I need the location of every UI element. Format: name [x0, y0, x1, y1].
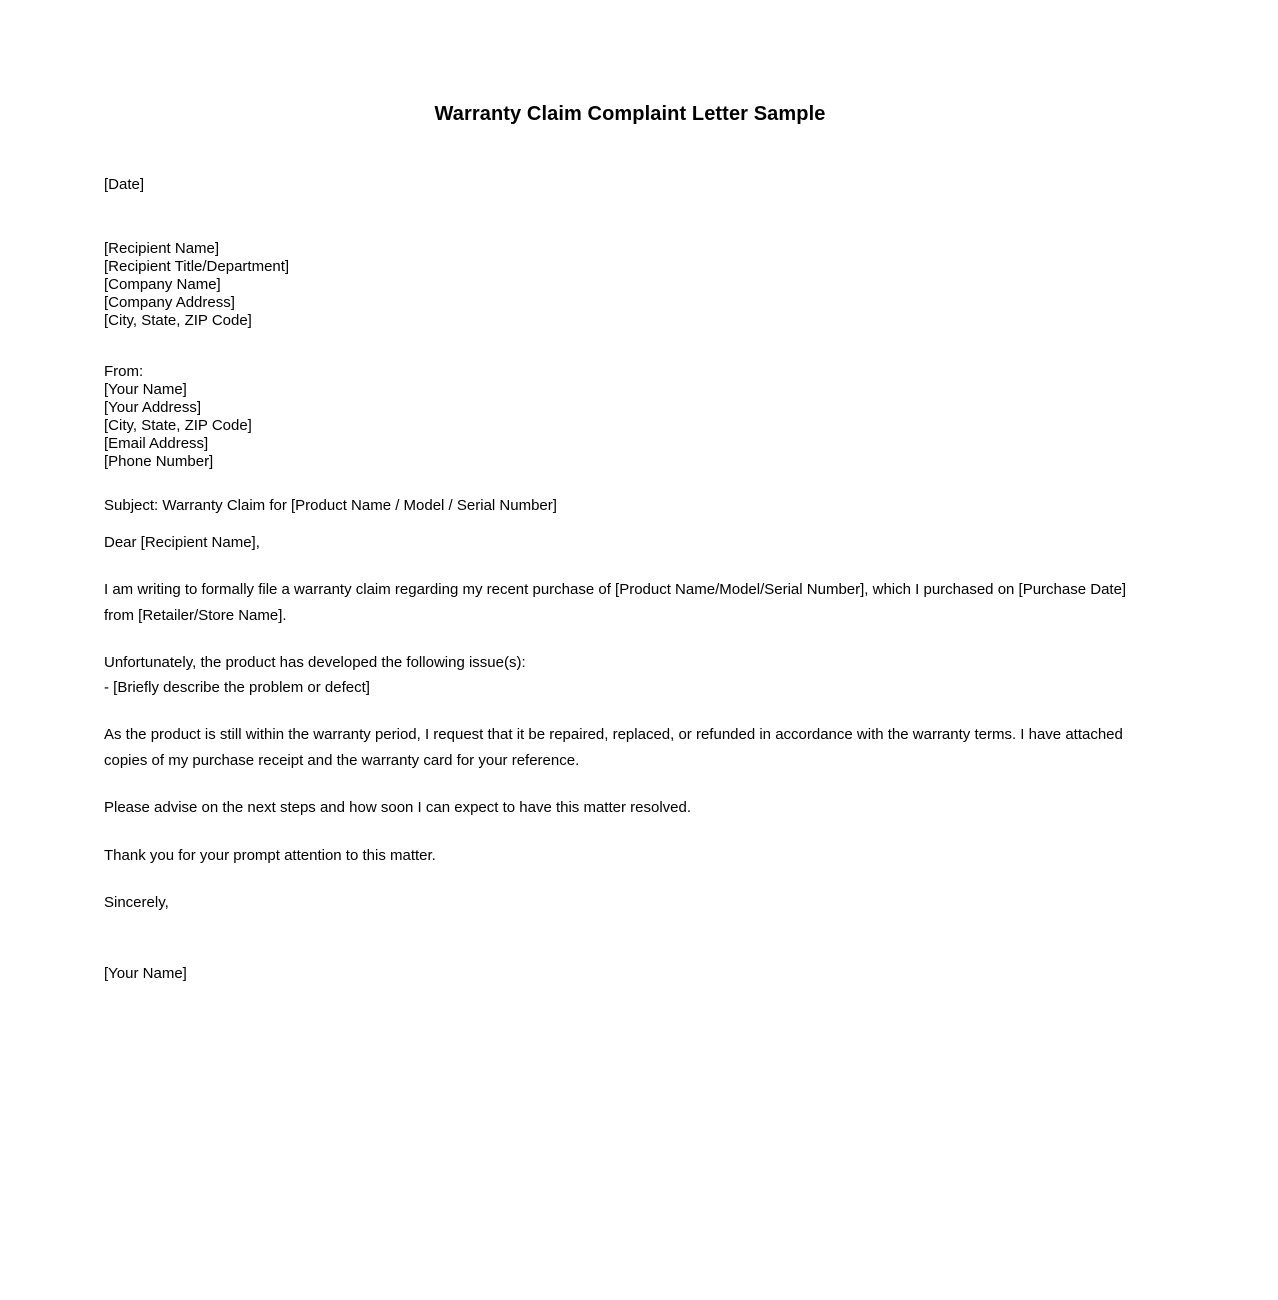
- body-paragraph-3: Please advise on the next steps and how soon I can expect to have this matter resolved.: [104, 799, 692, 816]
- sender-address: [Your Address]: [104, 399, 202, 416]
- from-label: From:: [104, 363, 144, 380]
- sender-name: [Your Name]: [104, 381, 187, 398]
- spacer-after-date: [104, 194, 1156, 240]
- recipient-title-department: [Recipient Title/Department]: [104, 258, 290, 275]
- spacer-after-subject: [104, 518, 1156, 530]
- spacer-after-paragraph-1: [104, 628, 1156, 650]
- letter-document: [104, 0, 1156, 986]
- date-placeholder: [Date]: [104, 176, 145, 193]
- spacer-after-paragraph-4: [104, 868, 1156, 890]
- spacer-after-paragraph-2: [104, 773, 1156, 795]
- recipient-name: [Recipient Name]: [104, 240, 220, 257]
- spacer-after-issues: [104, 700, 1156, 722]
- recipient-company-name: [Company Name]: [104, 276, 221, 293]
- issue-item: - [Briefly describe the problem or defect]: [104, 679, 370, 696]
- signature-space: [104, 915, 1156, 961]
- spacer-after-paragraph-3: [104, 821, 1156, 843]
- closing-valediction: Sincerely,: [104, 894, 169, 911]
- recipient-city-state-zip: [City, State, ZIP Code]: [104, 312, 252, 329]
- recipient-address-block: [104, 240, 1156, 330]
- page-title: Warranty Claim Complaint Letter Sample: [434, 103, 826, 125]
- body-paragraph-1: I am writing to formally file a warranty claim regarding my recent purchase of [Product Name/Model/Serial Number], which I purchased on [Purchase Date] from [Retailer/Store Name].: [104, 581, 1127, 624]
- salutation: Dear [Recipient Name],: [104, 534, 260, 551]
- subject-line: Subject: Warranty Claim for [Product Name / Model / Serial Number]: [104, 497, 557, 514]
- date-line: [104, 176, 1156, 194]
- signature-name: [Your Name]: [104, 965, 187, 982]
- issue-list-block: [104, 650, 1156, 700]
- date-line-wrapper: [104, 126, 1156, 194]
- spacer-after-recipient: [104, 330, 1156, 363]
- body-paragraph-4: Thank you for your prompt attention to this matter.: [104, 846, 436, 864]
- sender-email: [Email Address]: [104, 435, 209, 452]
- spacer-after-sender: [104, 471, 1156, 493]
- spacer-after-salutation: [104, 555, 1156, 577]
- body-paragraph-2: As the product is still within the warranty period, I request that it be repaired, replaced, or refunded in accordance with the warranty terms. I have attached copies of my purchase receipt and the warranty card for your reference.: [104, 726, 1123, 769]
- issue-intro: Unfortunately, the product has developed the following issue(s):: [104, 654, 526, 671]
- recipient-company-address: [Company Address]: [104, 294, 235, 311]
- sender-address-block: [104, 363, 1156, 471]
- sender-phone: [Phone Number]: [104, 453, 214, 470]
- sender-city-state-zip: [City, State, ZIP Code]: [104, 417, 252, 434]
